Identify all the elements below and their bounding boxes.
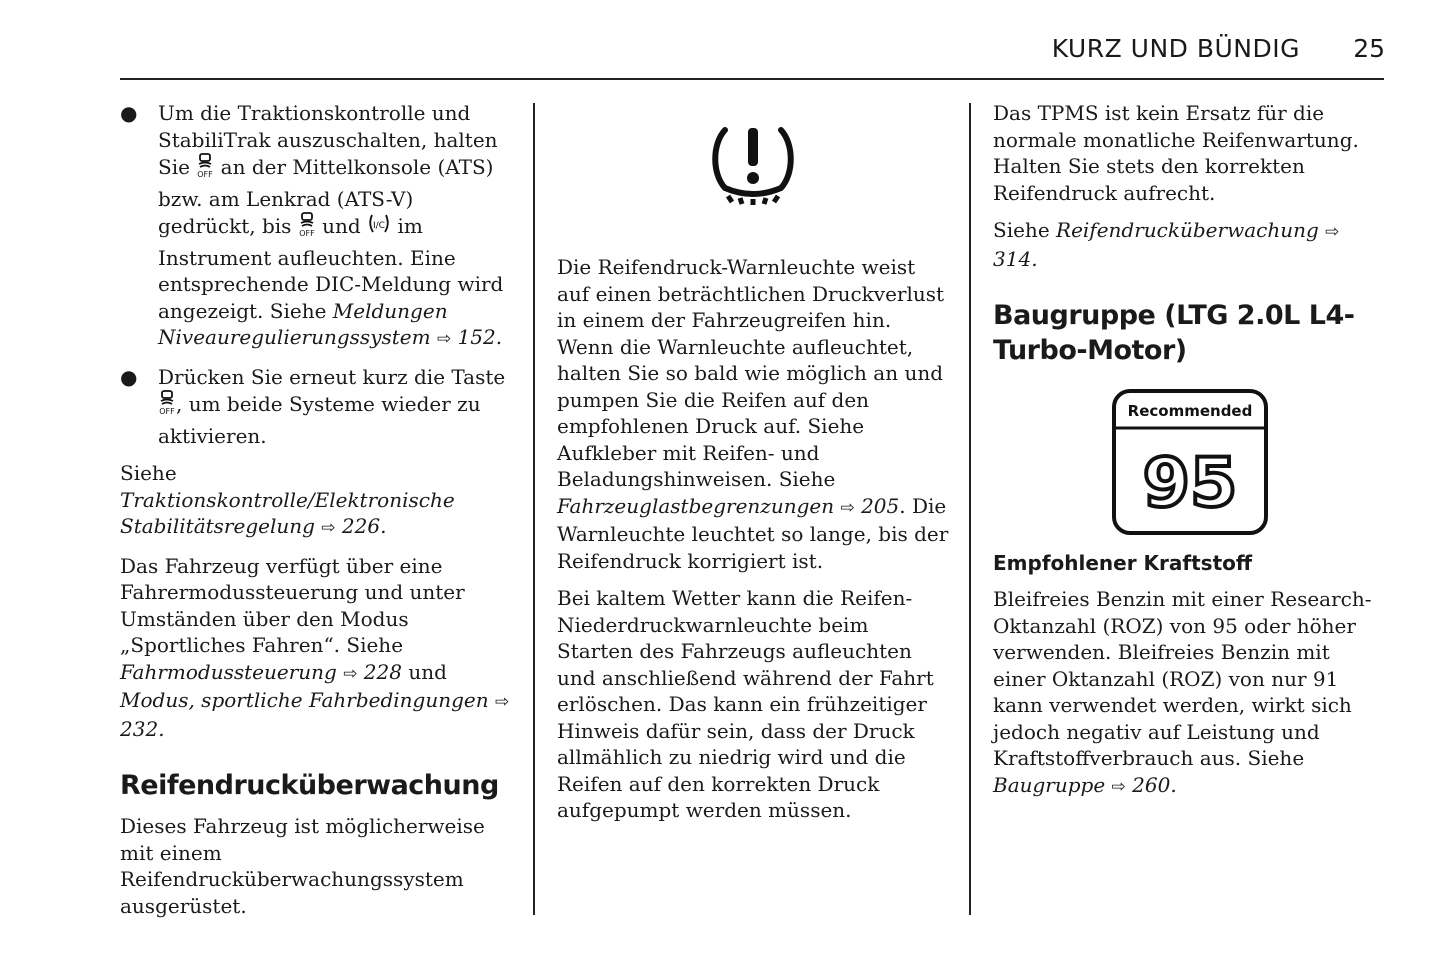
- section-heading: Reifendrucküberwachung: [120, 770, 499, 801]
- cross-reference-link[interactable]: Traktionskontrolle/Elektronische Stabilitätsregelung: [120, 487, 455, 538]
- paragraph: Die Reifendruck-Warnleuchte weist auf einen beträchtlichen Druckverlust in einem der Fahrzeugreifen hin. Wenn die Warnleuchte aufleuchtet, halten Sie so bald wie möglich an und pumpen Sie die Reifen auf den empfohlenen Druck auf. Siehe Aufkleber mit Reifen- und Beladungshinweisen. Siehe Fahrzeuglastbegrenzungen ⇨ 205. Die Warnleuchte leuchtet so lange, bis der Reifendruck korrigiert ist.: [557, 255, 949, 573]
- reference-arrow-icon: ⇨: [840, 497, 855, 518]
- cross-reference-link[interactable]: Fahrmodussteuerung: [120, 659, 337, 684]
- header-divider: [120, 78, 1384, 80]
- reference-page: 228: [363, 659, 402, 684]
- cross-reference-link[interactable]: Meldungen Niveauregulierungssystem: [158, 298, 448, 349]
- paragraph: Bleifreies Benzin mit einer Research-Oktanzahl (ROZ) von 95 oder höher verwenden. Bleifreies Benzin mit einer Oktanzahl (ROZ) von nur 91 kann verwendet werden, wirkt sich jedoch negativ auf Leistung und Kraftstoffverbrauch aus. Siehe Baugruppe ⇨ 260.: [993, 587, 1372, 797]
- reference-arrow-icon: ⇨: [1325, 222, 1340, 242]
- paragraph: Bei kaltem Wetter kann die Reifen-Niederdruckwarnleuchte beim Starten des Fahrzeugs aufleuchten und anschließend während der Fahrt erlöschen. Das kann ein frühzeitiger Hinweis dafür sein, dass der Druck allmählich zu niedrig wird und die Reifen auf den korrekten Druck aufgepumpt werden müssen.: [557, 586, 934, 822]
- traction-off-icon: [298, 212, 316, 245]
- column-3: [993, 100, 1385, 811]
- column-2: [557, 100, 949, 835]
- reference-page: 260: [1132, 772, 1171, 797]
- traction-off-icon: [158, 390, 176, 423]
- reference-arrow-icon: ⇨: [343, 663, 358, 684]
- paragraph: Das TPMS ist kein Ersatz für die normale monatliche Reifenwartung. Halten Sie stets den korrekten Reifendruck aufrecht.: [993, 101, 1359, 205]
- cross-reference-link[interactable]: Fahrzeuglastbegrenzungen: [557, 493, 835, 518]
- reference-page: 226: [341, 514, 381, 538]
- reference-arrow-icon: ⇨: [436, 329, 452, 349]
- subheading: Empfohlener Kraftstoff: [993, 551, 1253, 575]
- column-divider-2: [969, 103, 971, 915]
- reference-arrow-icon: ⇨: [495, 692, 510, 712]
- cross-reference-link[interactable]: Modus, sportliche Fahrbedingungen: [120, 688, 489, 712]
- paragraph: Siehe Traktionskontrolle/Elektronische Stabilitätsregelung ⇨ 226.: [120, 461, 455, 538]
- traction-off-icon: [196, 153, 214, 186]
- reference-page: 314: [993, 246, 1032, 271]
- bullet-icon: ●: [120, 101, 138, 125]
- page-number: 25: [1353, 34, 1385, 63]
- svg-text:I/C: I/C: [373, 221, 386, 231]
- paragraph: Siehe Reifendrucküberwachung ⇨ 314.: [993, 218, 1340, 271]
- svg-text:OFF: OFF: [159, 407, 175, 416]
- fuel-label-caption: Recommended: [1127, 402, 1253, 420]
- reference-page: 232: [120, 716, 159, 741]
- recommended-fuel-label: [1111, 388, 1269, 536]
- paragraph: Dieses Fahrzeug ist möglicherweise mit einem Reifendrucküberwachungssystem ausgerüstet.: [120, 814, 485, 918]
- paragraph: Das Fahrzeug verfügt über eine Fahrermodussteuerung und unter Umständen über den Modus „Sportliches Fahren“. Siehe Fahrmodussteuerung ⇨ 228 und Modus, sportliche Fahrbedingungen ⇨ 232.: [120, 553, 510, 741]
- stabilitrak-icon: [367, 212, 391, 245]
- bullet-icon: ●: [120, 364, 138, 389]
- reference-page: 152: [457, 325, 496, 349]
- column-divider-1: [533, 103, 535, 915]
- running-header: KURZ UND BÜNDIG: [1051, 34, 1300, 63]
- cross-reference-link[interactable]: Reifendrucküberwachung: [1056, 218, 1319, 242]
- octane-number: 95: [1142, 444, 1238, 523]
- cross-reference-link[interactable]: Baugruppe: [993, 772, 1106, 797]
- section-heading: Baugruppe (LTG 2.0L L4-Turbo-Motor): [993, 300, 1355, 366]
- reference-arrow-icon: ⇨: [321, 518, 336, 538]
- column-1: [120, 100, 515, 930]
- svg-text:OFF: OFF: [299, 229, 315, 238]
- svg-text:OFF: OFF: [197, 170, 214, 179]
- reference-arrow-icon: ⇨: [1111, 776, 1126, 797]
- bullet-item-1: ● Um die Traktionskontrolle und StabiliTrak auszuschalten, halten Sie OFF an der Mittelkonsole (ATS) bzw. am Lenkrad (ATS-V) gedrückt, bis OFF und I/C im Instrument aufleuchten. Eine entsprechende DIC-Meldung wird angezeigt. Siehe Meldungen Niveauregulierungssystem ⇨ 152.: [120, 101, 504, 349]
- bullet-item-2: ● Drücken Sie erneut kurz die Taste OFF , um beide Systeme wieder zu aktivieren.: [120, 364, 506, 448]
- tire-pressure-warning-icon: [710, 122, 796, 214]
- reference-page: 205: [861, 493, 900, 518]
